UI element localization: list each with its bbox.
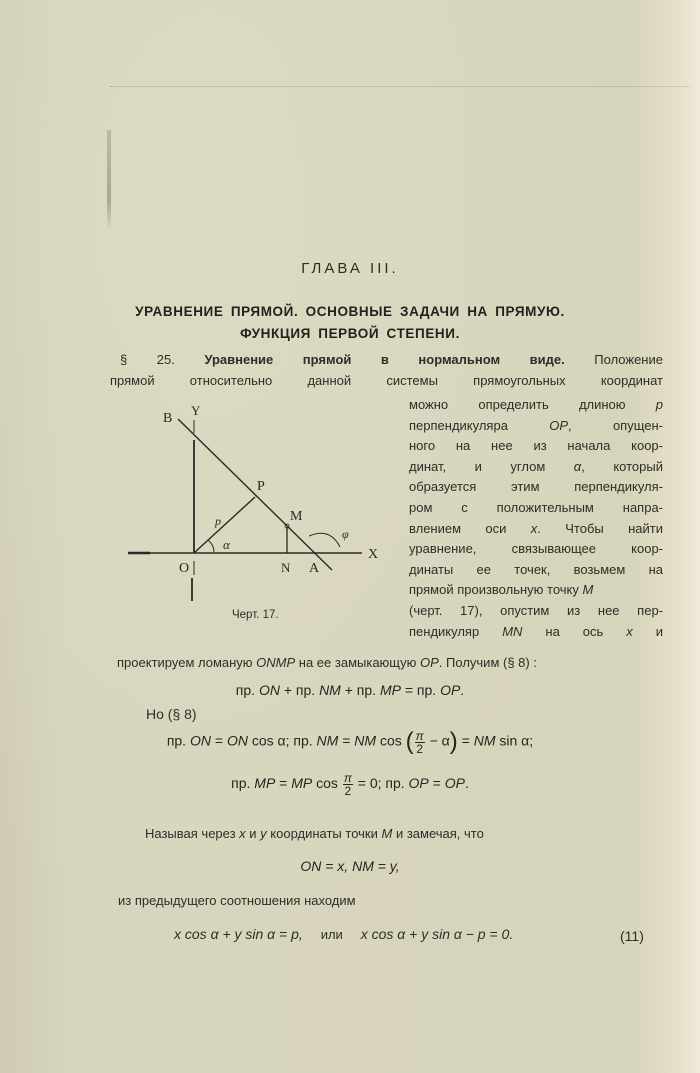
chapter-title-line-2: ФУНКЦИЯ ПЕРВОЙ СТЕПЕНИ.: [240, 326, 460, 341]
label-N: N: [281, 560, 291, 575]
side-text-line: прямой произвольную точку M: [409, 582, 594, 598]
from-previous-line: из предыдущего соотношения находим: [118, 893, 356, 908]
formula-mp-op: пр. MP = MP cos $\frac{\pi}{2}$ = 0; пр. OP = OP.: [231, 771, 469, 798]
figure-17-diagram: [110, 395, 400, 640]
label-B: B: [163, 411, 173, 426]
side-text-line: ром с положительным напра-: [409, 500, 663, 515]
but-label: Но (§ 8): [146, 706, 197, 722]
label-X: X: [368, 547, 379, 562]
section-heading-line: [120, 352, 663, 367]
section-line1-tail: Положение: [594, 352, 663, 367]
label-M: M: [290, 509, 303, 524]
side-text-line: динат, и углом α, который: [409, 458, 663, 474]
section-number: § 25.: [120, 352, 175, 367]
side-text-line: динаты ее точек, возьмем на: [409, 561, 663, 577]
side-text-line: можно определить длиною p: [409, 397, 663, 412]
label-P: P: [257, 479, 265, 494]
label-A: A: [309, 561, 320, 576]
section-line-2: прямой относительно данной системы прямоугольных координат: [110, 373, 663, 388]
page-smudge: [107, 130, 111, 230]
side-text-line: перпендикуляра OP, опущен-: [409, 417, 663, 433]
label-alpha: α: [223, 537, 230, 552]
section-line-after-figure: проектируем ломаную ONMP на ее замыкающую OP. Получим (§ 8) :: [117, 655, 537, 670]
formula-coordinates: ON = x, NM = y,: [300, 858, 400, 874]
formula-projections: пр. ON = ON cos α; пр. NM = NM cos ( $\frac{\pi}{2}$ − α) = NM sin α;: [166, 728, 534, 756]
formula-projection-sum: пр. ON + пр. NM + пр. MP = пр. OP.: [235, 682, 465, 698]
equation-number: (11): [620, 928, 644, 944]
formula-normal-equation: x cos α + y sin α = p, или x cos α + y sin α − p = 0.: [174, 926, 514, 942]
side-text-line: пендикуляр MN на ось x и: [409, 623, 664, 639]
print-artifact-dotted-line: [110, 86, 690, 89]
side-text-line: образуется этим перпендикуля-: [409, 479, 663, 495]
side-text-line: влением оси x. Чтобы найти: [409, 520, 663, 536]
section-heading: Уравнение прямой в нормальном виде.: [204, 352, 565, 367]
chapter-label: ГЛАВА III.: [301, 260, 399, 277]
label-O: O: [179, 561, 190, 576]
side-text-line: (черт. 17), опустим из нее пер-: [409, 603, 663, 618]
chapter-title-line-1: УРАВНЕНИЕ ПРЯМОЙ. ОСНОВНЫЕ ЗАДАЧИ НА ПРЯМУЮ.: [135, 304, 565, 319]
naming-line: Называя через x и y координаты точки M и замечая, что: [145, 826, 484, 841]
label-phi: φ: [342, 527, 349, 541]
label-Y: Y: [191, 403, 201, 418]
figure-caption: Черт. 17.: [232, 609, 279, 621]
side-text-line: уравнение, связывающее коор-: [409, 541, 663, 557]
label-p: p: [215, 514, 221, 528]
side-text-line: ного на нее из начала коор-: [409, 438, 663, 454]
